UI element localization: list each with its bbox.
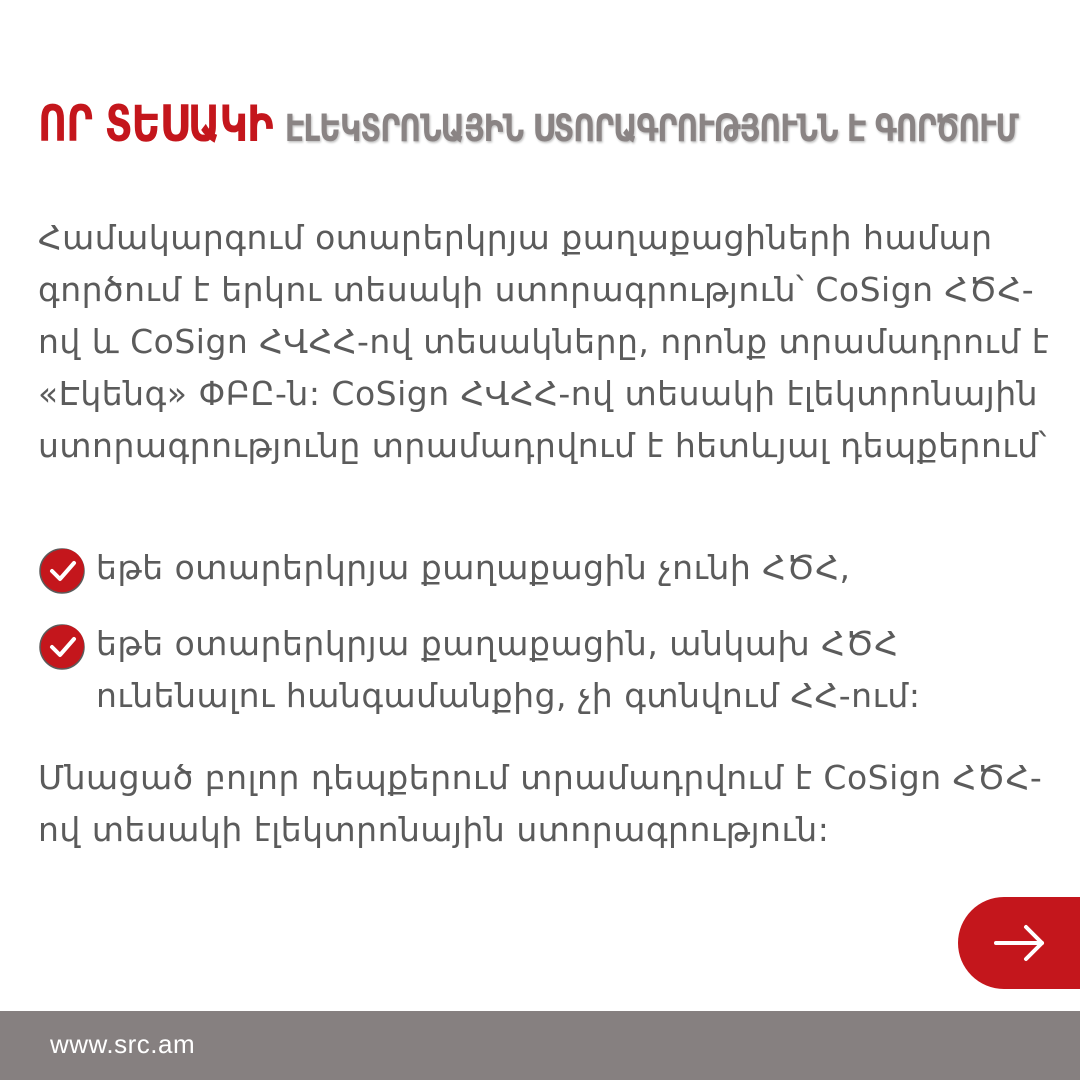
title-highlight: ՈՐ ՏԵՍԱԿԻ xyxy=(38,96,273,154)
intro-paragraph: Համակարգում օտարերկրյա քաղաքացիների համար գործում է երկու տեսակի ստորագրություն՝ CoSign ՀԾՀ-ով և CoSign ՀՎՀՀ-ով տեսակները, որոնք տրամադրում է «Էկենգ» ՓԲԸ-ն: CoSign ՀՎՀՀ-ով տեսակի էլեկտրոնային ստորագրությունը տրամադրվում է հետևյալ դեպքերում՝ xyxy=(38,218,1050,465)
bullet-text: եթե օտարերկրյա քաղաքացին, անկախ ՀԾՀ ունենալու հանգամանքից, չի գտնվում ՀՀ-ում: xyxy=(96,624,921,715)
page-title xyxy=(38,96,1048,159)
list-item xyxy=(38,618,1058,722)
outro-paragraph: Մնացած բոլոր դեպքերում տրամադրվում է CoSign ՀԾՀ-ով տեսակի էլեկտրոնային ստորագրություն: xyxy=(38,758,1043,849)
website-link[interactable]: www.src.am xyxy=(50,1029,196,1059)
arrow-right-icon xyxy=(994,923,1046,963)
title-rest: ԷԼԵԿՏՐՈՆԱՅԻՆ ՍՏՈՐԱԳՐՈՒԹՅՈՒՆՆ Է ԳՈՐԾՈՒՄ xyxy=(284,107,1018,151)
next-button[interactable] xyxy=(958,897,1080,989)
list-item xyxy=(38,542,1058,594)
check-circle-icon xyxy=(38,547,86,595)
check-circle-icon xyxy=(38,623,86,671)
footer-bar xyxy=(0,1011,1080,1080)
bullet-text: եթե օտարերկրյա քաղաքացին չունի ՀԾՀ, xyxy=(96,548,851,587)
